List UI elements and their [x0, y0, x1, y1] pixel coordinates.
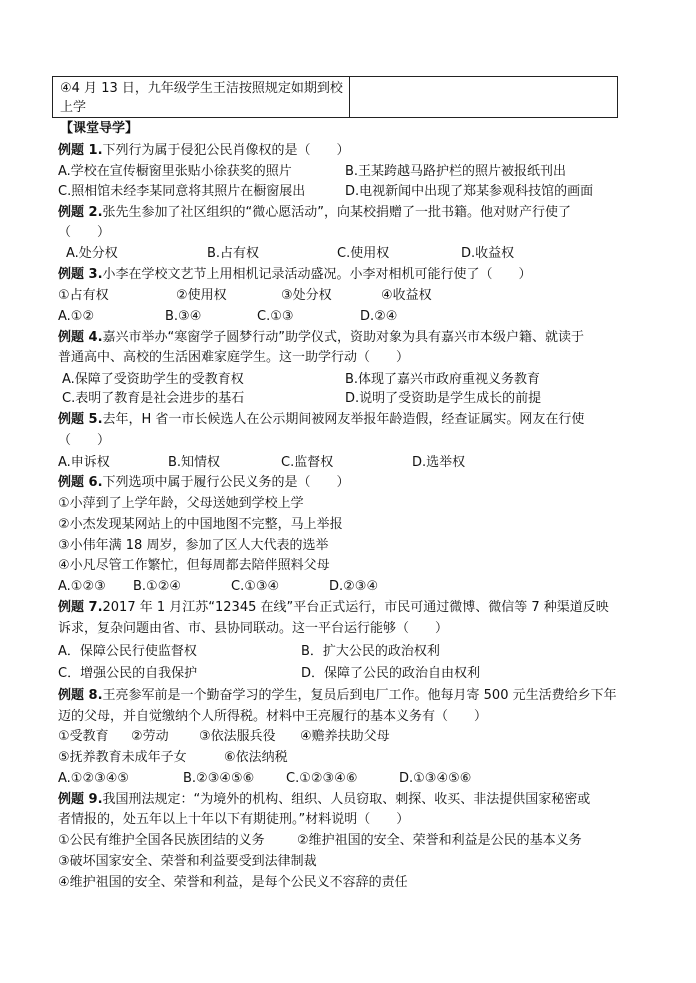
question-7	[58, 600, 609, 616]
option-d: D.②④	[360, 309, 398, 324]
question-4-cont: 普通高中、高校的生活困难家庭学生。这一助学行动（ ）	[58, 350, 410, 365]
item-3: ③破坏国家安全、荣誉和利益要受到法律制裁	[58, 854, 317, 869]
item-5: ⑤抚养教育未成年子女	[58, 750, 187, 765]
option-b: B．扩大公民的政治权利	[301, 644, 440, 659]
item-1: ①公民有维护全国各民族团结的义务	[58, 833, 265, 848]
option-c: C.使用权	[337, 246, 390, 261]
option-c: C.①②③④⑥	[286, 771, 358, 786]
question-label: 例题 3.	[58, 267, 103, 282]
question-6	[58, 475, 350, 491]
question-1	[58, 143, 350, 159]
question-8-cont: 迈的父母，并自觉缴纳个人所得税。材料中王亮履行的基本义务有（ ）	[58, 709, 488, 724]
question-text: 我国刑法规定：“为境外的机构、组织、人员窃取、刺探、收买、非法提供国家秘密或	[102, 792, 591, 807]
option-d: D.收益权	[461, 246, 515, 261]
question-text: 小李在学校文艺节上用相机记录活动盛况。小李对相机可能行使了（ ）	[102, 267, 532, 282]
option-c: C．增强公民的自我保护	[58, 666, 198, 681]
option-d: D．保障了公民的政治自由权利	[301, 666, 481, 681]
option-d: D.②③④	[329, 579, 379, 594]
item-1: ①小萍到了上学年龄，父母送她到学校上学	[58, 496, 304, 511]
item-4: ④小凡尽管工作繁忙，但每周都去陪伴照料父母	[58, 558, 330, 573]
option-a: A.①②	[58, 309, 95, 324]
question-2-cont: （ ）	[58, 225, 111, 240]
option-a: A.①②③④⑤	[58, 771, 130, 786]
option-d: D.说明了受资助是学生成长的前提	[345, 391, 542, 406]
item-2: ②小杰发现某网站上的中国地图不完整，马上举报	[58, 517, 343, 532]
option-c: C.表明了教育是社会进步的基石	[62, 391, 245, 406]
option-c: C.照相馆未经李某同意将其照片在橱窗展出	[58, 184, 306, 199]
question-7-cont: 诉求，复杂问题由省、市、县协同联动。这一平台运行能够（ ）	[58, 621, 449, 636]
question-text: 去年，H 省一市长候选人在公示期间被网友举报年龄造假，经查证属实。网友在行使	[102, 412, 585, 427]
table-divider	[349, 77, 350, 117]
option-c: C.①③	[257, 309, 294, 324]
section-title: 【课堂导学】	[60, 121, 139, 136]
question-9-cont: 者情报的，处五年以上十年以下有期徒刑。”材料说明（ ）	[58, 812, 410, 827]
item-1: ①占有权	[58, 288, 109, 303]
item-4: ④维护祖国的安全、荣誉和利益，是每个公民义不容辞的责任	[58, 875, 408, 890]
question-text: 下列行为属于侵犯公民肖像权的是（ ）	[102, 143, 350, 158]
question-3	[58, 267, 532, 283]
question-9	[58, 792, 590, 808]
item-3: ③依法服兵役	[199, 729, 276, 744]
table-fragment	[52, 76, 618, 118]
item-4: ④赡养扶助父母	[300, 729, 390, 744]
option-b: B.王某跨越马路护栏的照片被报纸刊出	[345, 164, 567, 179]
option-b: B.知情权	[168, 455, 221, 470]
question-label: 例题 9.	[58, 792, 103, 807]
option-a: A．保障公民行使监督权	[58, 644, 197, 659]
question-label: 例题 1.	[58, 143, 103, 158]
option-a: A.①②③	[58, 579, 106, 594]
item-1: ①受教育	[58, 729, 109, 744]
item-2: ②劳动	[131, 729, 169, 744]
option-d: D.选举权	[412, 455, 466, 470]
question-5	[58, 412, 584, 428]
question-label: 例题 6.	[58, 475, 103, 490]
item-3: ③小伟年满 18 周岁，参加了区人大代表的选举	[58, 538, 329, 553]
option-d: D.电视新闻中出现了郑某参观科技馆的画面	[345, 184, 594, 199]
option-c: C.①③④	[231, 579, 280, 594]
item-2: ②维护祖国的安全、荣誉和利益是公民的基本义务	[297, 833, 582, 848]
option-d: D.①③④⑤⑥	[399, 771, 472, 786]
option-c: C.监督权	[281, 455, 334, 470]
question-8	[58, 688, 617, 704]
question-label: 例题 5.	[58, 412, 103, 427]
question-label: 例题 8.	[58, 688, 103, 703]
question-text: 下列选项中属于履行公民义务的是（ ）	[102, 475, 350, 490]
item-6: ⑥依法纳税	[224, 750, 288, 765]
question-text: 王亮参军前是一个勤奋学习的学生，复员后到电厂工作。他每月寄 500 元生活费给乡下年	[102, 688, 617, 703]
question-2	[58, 205, 571, 221]
option-a: A.处分权	[66, 246, 118, 261]
table-cell-text: ④4 月 13 日，九年级学生王洁按照规定如期到校上学	[60, 81, 343, 115]
item-2: ②使用权	[176, 288, 227, 303]
question-text: 2017 年 1 月江苏“12345 在线”平台正式运行，市民可通过微博、微信等 7 种渠道反映	[102, 600, 609, 615]
question-label: 例题 2.	[58, 205, 103, 220]
option-b: B.体现了嘉兴市政府重视义务教育	[345, 372, 541, 387]
question-text: 张先生参加了社区组织的“微心愿活动”，向某校捐赠了一批书籍。他对财产行使了	[102, 205, 571, 220]
question-label: 例题 4.	[58, 330, 103, 345]
question-label: 例题 7.	[58, 600, 103, 615]
item-3: ③处分权	[281, 288, 332, 303]
option-a: A.保障了受资助学生的受教育权	[62, 372, 244, 387]
option-a: A.申诉权	[58, 455, 110, 470]
option-b: B.占有权	[207, 246, 260, 261]
option-b: B.③④	[165, 309, 202, 324]
question-5-cont: （ ）	[58, 433, 111, 448]
option-b: B.①②④	[133, 579, 182, 594]
option-a: A.学校在宣传橱窗里张贴小徐获奖的照片	[58, 164, 292, 179]
option-b: B.②③④⑤⑥	[183, 771, 255, 786]
question-text: 嘉兴市举办“寒窗学子圆梦行动”助学仪式，资助对象为具有嘉兴市本级户籍、就读于	[102, 330, 584, 345]
item-4: ④收益权	[381, 288, 432, 303]
question-4	[58, 330, 584, 346]
